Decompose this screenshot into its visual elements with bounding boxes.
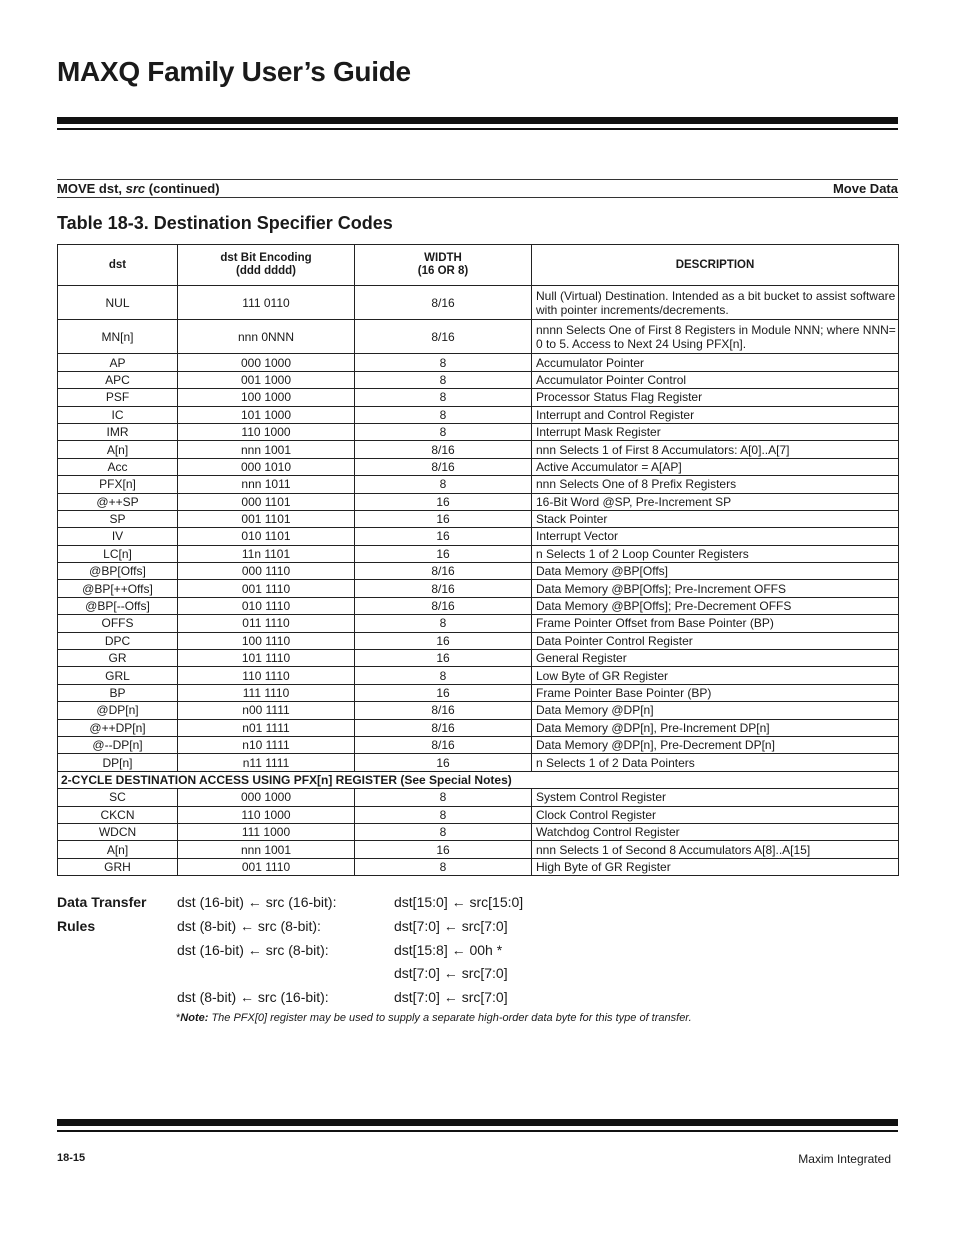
cell-dst: GR [58, 650, 178, 667]
cell-width: 16 [355, 632, 532, 649]
cell-dst: SP [58, 510, 178, 527]
cell-dst: GRH [58, 858, 178, 875]
cell-dst: Acc [58, 458, 178, 475]
table-row [58, 441, 899, 458]
cell-encoding: 000 1000 [178, 354, 355, 371]
cell-dst: SC [58, 789, 178, 806]
section-title-prefix: MOVE dst, [57, 181, 126, 196]
cell-description: Accumulator Pointer Control [532, 371, 899, 388]
header-width-line2: (16 OR 8) [417, 265, 469, 277]
cell-encoding: 000 1101 [178, 493, 355, 510]
cell-description: n Selects 1 of 2 Loop Counter Registers [532, 545, 899, 562]
cell-description: Data Memory @BP[Offs]; Pre-Decrement OFFS [532, 597, 899, 614]
rule-result: dst[7:0] ← src[7:0] [394, 965, 508, 981]
cell-dst: WDCN [58, 823, 178, 840]
cell-encoding: 110 1110 [178, 667, 355, 684]
table-row [58, 841, 899, 858]
header-dst [58, 245, 178, 286]
cell-encoding: 101 1110 [178, 650, 355, 667]
cell-description: Low Byte of GR Register [532, 667, 899, 684]
cell-dst: NUL [58, 286, 178, 320]
cell-description: Data Memory @DP[n] [532, 702, 899, 719]
table-row [58, 667, 899, 684]
cell-encoding: 101 1000 [178, 406, 355, 423]
rule-case: dst (8-bit) ← src (16-bit): [177, 989, 329, 1005]
cell-encoding: 11n 1101 [178, 545, 355, 562]
header-width-line1: WIDTH [424, 252, 462, 264]
cell-description: nnnn Selects One of First 8 Registers in Module NNN; where NNN= 0 to 5. Access to Next 24 Using PFX[n]. [532, 320, 899, 354]
table-row [58, 632, 899, 649]
cell-width: 8/16 [355, 719, 532, 736]
cell-dst: DPC [58, 632, 178, 649]
cell-width: 16 [355, 493, 532, 510]
cell-encoding: 111 1000 [178, 823, 355, 840]
cell-dst: @DP[n] [58, 702, 178, 719]
table-row [58, 354, 899, 371]
table-row [58, 476, 899, 493]
cell-encoding: 001 1110 [178, 858, 355, 875]
cell-dst: AP [58, 354, 178, 371]
rule-case: dst (8-bit) ← src (8-bit): [177, 918, 321, 934]
table-row [58, 510, 899, 527]
table-subheader-row [58, 771, 899, 788]
cell-description: Watchdog Control Register [532, 823, 899, 840]
table-row [58, 406, 899, 423]
cell-encoding: 011 1110 [178, 615, 355, 632]
cell-width: 8 [355, 615, 532, 632]
cell-description: Interrupt and Control Register [532, 406, 899, 423]
rule-result: dst[15:8] ← 00h * [394, 942, 503, 958]
section-title-italic: src [125, 181, 146, 196]
destination-codes-table [57, 244, 899, 876]
table-row [58, 858, 899, 875]
cell-dst: IMR [58, 423, 178, 440]
rule-result: dst[7:0] ← src[7:0] [394, 918, 508, 934]
cell-dst: MN[n] [58, 320, 178, 354]
table-row [58, 528, 899, 545]
rule-case: dst (16-bit) ← src (8-bit): [177, 942, 329, 958]
cell-encoding: 111 0110 [178, 286, 355, 320]
table-row [58, 320, 899, 354]
table-row [58, 650, 899, 667]
cell-dst: @++DP[n] [58, 719, 178, 736]
cell-width: 16 [355, 841, 532, 858]
cell-encoding: n01 1111 [178, 719, 355, 736]
section-rule-top [57, 179, 898, 180]
cell-encoding: 110 1000 [178, 806, 355, 823]
cell-dst: OFFS [58, 615, 178, 632]
cell-description: High Byte of GR Register [532, 858, 899, 875]
cell-width: 16 [355, 510, 532, 527]
cell-dst: APC [58, 371, 178, 388]
cell-encoding: 100 1110 [178, 632, 355, 649]
cell-width: 8 [355, 823, 532, 840]
table-row [58, 423, 899, 440]
cell-dst: DP[n] [58, 754, 178, 771]
cell-width: 8 [355, 667, 532, 684]
footer-rule-thick [57, 1119, 898, 1126]
cell-encoding: 001 1110 [178, 580, 355, 597]
cell-width: 8 [355, 858, 532, 875]
cell-description: General Register [532, 650, 899, 667]
cell-width: 8 [355, 389, 532, 406]
cell-width: 8 [355, 423, 532, 440]
rule-result: dst[15:0] ← src[15:0] [394, 894, 524, 910]
cell-description: Processor Status Flag Register [532, 389, 899, 406]
cell-width: 8/16 [355, 320, 532, 354]
page-title: MAXQ Family User’s Guide [57, 56, 411, 87]
cell-width: 8 [355, 476, 532, 493]
table-row [58, 736, 899, 753]
table-row [58, 389, 899, 406]
cell-width: 8/16 [355, 580, 532, 597]
rule-result: dst[7:0] ← src[7:0] [394, 989, 508, 1005]
header-encoding-line2: (ddd dddd) [235, 265, 297, 277]
cell-width: 16 [355, 528, 532, 545]
cell-encoding: 100 1000 [178, 389, 355, 406]
table-row [58, 371, 899, 388]
header-width [355, 245, 532, 286]
page-number: 18-15 [57, 1152, 86, 1164]
cell-description: Data Memory @BP[Offs]; Pre-Increment OFFS [532, 580, 899, 597]
table-subheader: 2-CYCLE DESTINATION ACCESS USING PFX[n] REGISTER (See Special Notes) [58, 771, 899, 788]
table-row [58, 806, 899, 823]
cell-encoding: nnn 1011 [178, 476, 355, 493]
cell-description: Clock Control Register [532, 806, 899, 823]
cell-encoding: 000 1000 [178, 789, 355, 806]
cell-dst: GRL [58, 667, 178, 684]
cell-width: 8/16 [355, 458, 532, 475]
cell-width: 8/16 [355, 286, 532, 320]
cell-width: 16 [355, 684, 532, 701]
rules-label-line1: Data Transfer [57, 894, 147, 910]
table-header-row [58, 245, 899, 286]
cell-dst: @BP[++Offs] [58, 580, 178, 597]
cell-dst: PFX[n] [58, 476, 178, 493]
cell-description: Data Memory @DP[n], Pre-Decrement DP[n] [532, 736, 899, 753]
footer-rule-thin [57, 1130, 898, 1132]
rules-note [176, 1012, 692, 1024]
note-label: Note: [180, 1012, 209, 1024]
section-topic: Move Data [832, 181, 898, 196]
cell-dst: BP [58, 684, 178, 701]
cell-width: 8/16 [355, 736, 532, 753]
cell-description: n Selects 1 of 2 Data Pointers [532, 754, 899, 771]
cell-width: 8/16 [355, 563, 532, 580]
section-title-suffix: (continued) [145, 181, 220, 196]
table-row [58, 493, 899, 510]
cell-encoding: 000 1010 [178, 458, 355, 475]
section-header [57, 181, 898, 196]
cell-description: Active Accumulator = A[AP] [532, 458, 899, 475]
table-row [58, 789, 899, 806]
table-row [58, 458, 899, 475]
table-caption: Table 18-3. Destination Specifier Codes [57, 213, 393, 233]
cell-description: Null (Virtual) Destination. Intended as a bit bucket to assist software with pointer increments/decrements. [532, 286, 899, 320]
header-encoding-line1: dst Bit Encoding [220, 252, 312, 264]
table-row [58, 719, 899, 736]
cell-dst: CKCN [58, 806, 178, 823]
table-row [58, 684, 899, 701]
section-title [57, 181, 220, 196]
cell-encoding: 000 1110 [178, 563, 355, 580]
cell-description: nnn Selects 1 of Second 8 Accumulators A[8]..A[15] [532, 841, 899, 858]
cell-description: nnn Selects One of 8 Prefix Registers [532, 476, 899, 493]
cell-dst: @BP[--Offs] [58, 597, 178, 614]
table-row [58, 580, 899, 597]
cell-dst: PSF [58, 389, 178, 406]
cell-width: 8 [355, 354, 532, 371]
company-name: Maxim Integrated [798, 1152, 891, 1166]
cell-description: Interrupt Mask Register [532, 423, 899, 440]
cell-description: Data Memory @DP[n], Pre-Increment DP[n] [532, 719, 899, 736]
cell-encoding: 010 1110 [178, 597, 355, 614]
cell-dst: @--DP[n] [58, 736, 178, 753]
cell-width: 8 [355, 406, 532, 423]
table-row [58, 286, 899, 320]
cell-description: Stack Pointer [532, 510, 899, 527]
cell-width: 16 [355, 545, 532, 562]
table-row [58, 702, 899, 719]
cell-encoding: n11 1111 [178, 754, 355, 771]
cell-description: System Control Register [532, 789, 899, 806]
section-rule-bottom [57, 197, 898, 198]
table-row [58, 563, 899, 580]
cell-description: Data Pointer Control Register [532, 632, 899, 649]
cell-dst: A[n] [58, 841, 178, 858]
cell-dst: A[n] [58, 441, 178, 458]
note-star: * [176, 1012, 181, 1024]
header-rule-thin [57, 128, 898, 130]
cell-width: 16 [355, 754, 532, 771]
table-row [58, 754, 899, 771]
cell-description: Data Memory @BP[Offs] [532, 563, 899, 580]
cell-encoding: nnn 1001 [178, 441, 355, 458]
cell-encoding: nnn 1001 [178, 841, 355, 858]
cell-width: 8 [355, 789, 532, 806]
cell-dst: IC [58, 406, 178, 423]
cell-encoding: 010 1101 [178, 528, 355, 545]
cell-description: nnn Selects 1 of First 8 Accumulators: A[0]..A[7] [532, 441, 899, 458]
cell-description: 16-Bit Word @SP, Pre-Increment SP [532, 493, 899, 510]
cell-description: Interrupt Vector [532, 528, 899, 545]
rules-label-line2: Rules [57, 918, 96, 934]
cell-encoding: 110 1000 [178, 423, 355, 440]
cell-dst: @BP[Offs] [58, 563, 178, 580]
rule-case: dst (16-bit) ← src (16-bit): [177, 894, 337, 910]
header-dst-label: dst [108, 258, 127, 271]
note-text: The PFX[0] register may be used to supply a separate high-order data byte for this type of transfer. [208, 1012, 692, 1024]
cell-encoding: nnn 0NNN [178, 320, 355, 354]
table-row [58, 545, 899, 562]
table-row [58, 597, 899, 614]
header-rule-thick [57, 117, 898, 124]
cell-encoding: 001 1000 [178, 371, 355, 388]
header-description-label: DESCRIPTION [675, 258, 755, 271]
cell-description: Frame Pointer Base Pointer (BP) [532, 684, 899, 701]
cell-encoding: n10 1111 [178, 736, 355, 753]
cell-encoding: n00 1111 [178, 702, 355, 719]
cell-description: Accumulator Pointer [532, 354, 899, 371]
cell-description: Frame Pointer Offset from Base Pointer (BP) [532, 615, 899, 632]
cell-dst: LC[n] [58, 545, 178, 562]
cell-width: 8 [355, 371, 532, 388]
table-row [58, 823, 899, 840]
cell-width: 8/16 [355, 702, 532, 719]
cell-encoding: 001 1101 [178, 510, 355, 527]
header-description [532, 245, 899, 286]
header-encoding [178, 245, 355, 286]
cell-width: 8/16 [355, 441, 532, 458]
cell-encoding: 111 1110 [178, 684, 355, 701]
cell-width: 8/16 [355, 597, 532, 614]
cell-width: 8 [355, 806, 532, 823]
table-row [58, 615, 899, 632]
cell-width: 16 [355, 650, 532, 667]
cell-dst: IV [58, 528, 178, 545]
cell-dst: @++SP [58, 493, 178, 510]
